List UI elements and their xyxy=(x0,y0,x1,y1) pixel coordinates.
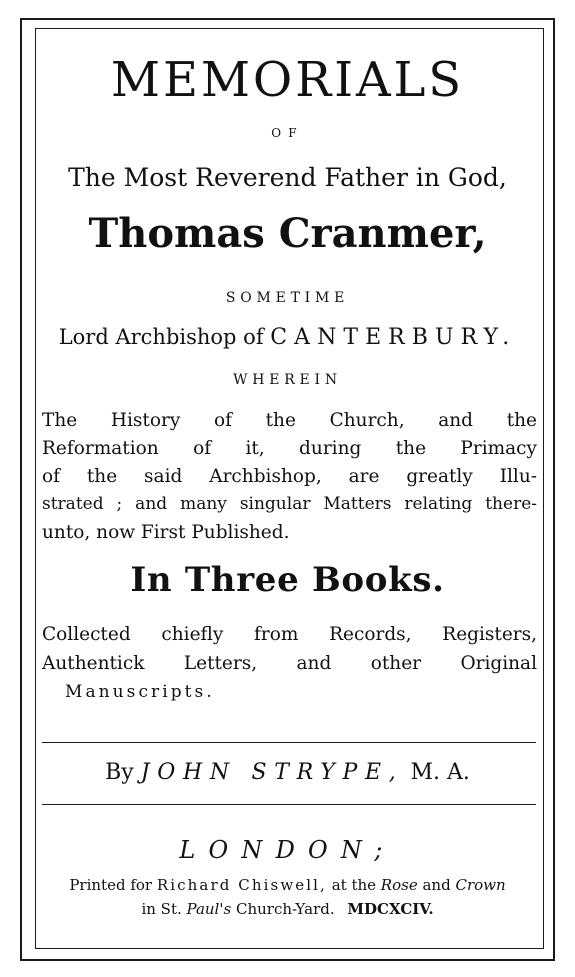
collected-line: Authentick Letters, and other Original xyxy=(42,653,537,674)
divider-bottom xyxy=(42,804,536,805)
description-line: of the said Archbishop, are greatly Illu- xyxy=(42,466,537,487)
subject-line: The Most Reverend Father in God, xyxy=(68,163,507,192)
church-yard: Church-Yard. xyxy=(235,900,335,918)
wherein-label: WHEREIN xyxy=(233,372,342,388)
collected-line: Manuscripts. xyxy=(65,682,215,702)
place-of-publication: LONDON; xyxy=(179,836,396,864)
books-heading: In Three Books. xyxy=(130,560,445,600)
author-name: JOHN STRYPE, xyxy=(140,760,404,785)
sign-rose: Rose xyxy=(380,876,418,894)
office-line xyxy=(0,325,575,350)
subject-name: Thomas Cranmer, xyxy=(88,210,487,257)
imprint-in: in St. xyxy=(141,900,182,918)
description-line: strated ; and many singular Matters relating there- xyxy=(42,494,537,514)
author-line xyxy=(0,760,575,785)
collected-line: Collected chiefly from Records, Registers, xyxy=(42,624,537,645)
see-name: CANTERBURY. xyxy=(270,325,517,350)
of-label: OF xyxy=(271,126,304,140)
divider-top xyxy=(42,742,536,743)
publication-year: MDCXCIV. xyxy=(347,900,434,918)
printer-name: Richard Chiswell, xyxy=(156,876,327,894)
imprint-line-2 xyxy=(0,900,575,918)
description-line: unto, now First Published. xyxy=(42,522,290,543)
author-by: By xyxy=(105,760,134,785)
title: MEMORIALS xyxy=(110,52,465,108)
sometime-label: SOMETIME xyxy=(225,290,350,306)
paul-name: Paul's xyxy=(186,900,232,918)
description-line: Reformation of it, during the Primacy xyxy=(42,438,537,459)
description-line: The History of the Church, and the xyxy=(42,410,537,431)
imprint-line-1 xyxy=(0,876,575,894)
author-degree: M. A. xyxy=(410,760,470,785)
office-title: Lord Archbishop of xyxy=(58,325,264,349)
imprint-middle: at the xyxy=(331,876,377,894)
sign-crown: Crown xyxy=(455,876,506,894)
imprint-and: and xyxy=(422,876,451,894)
imprint-prefix: Printed for xyxy=(69,876,153,894)
